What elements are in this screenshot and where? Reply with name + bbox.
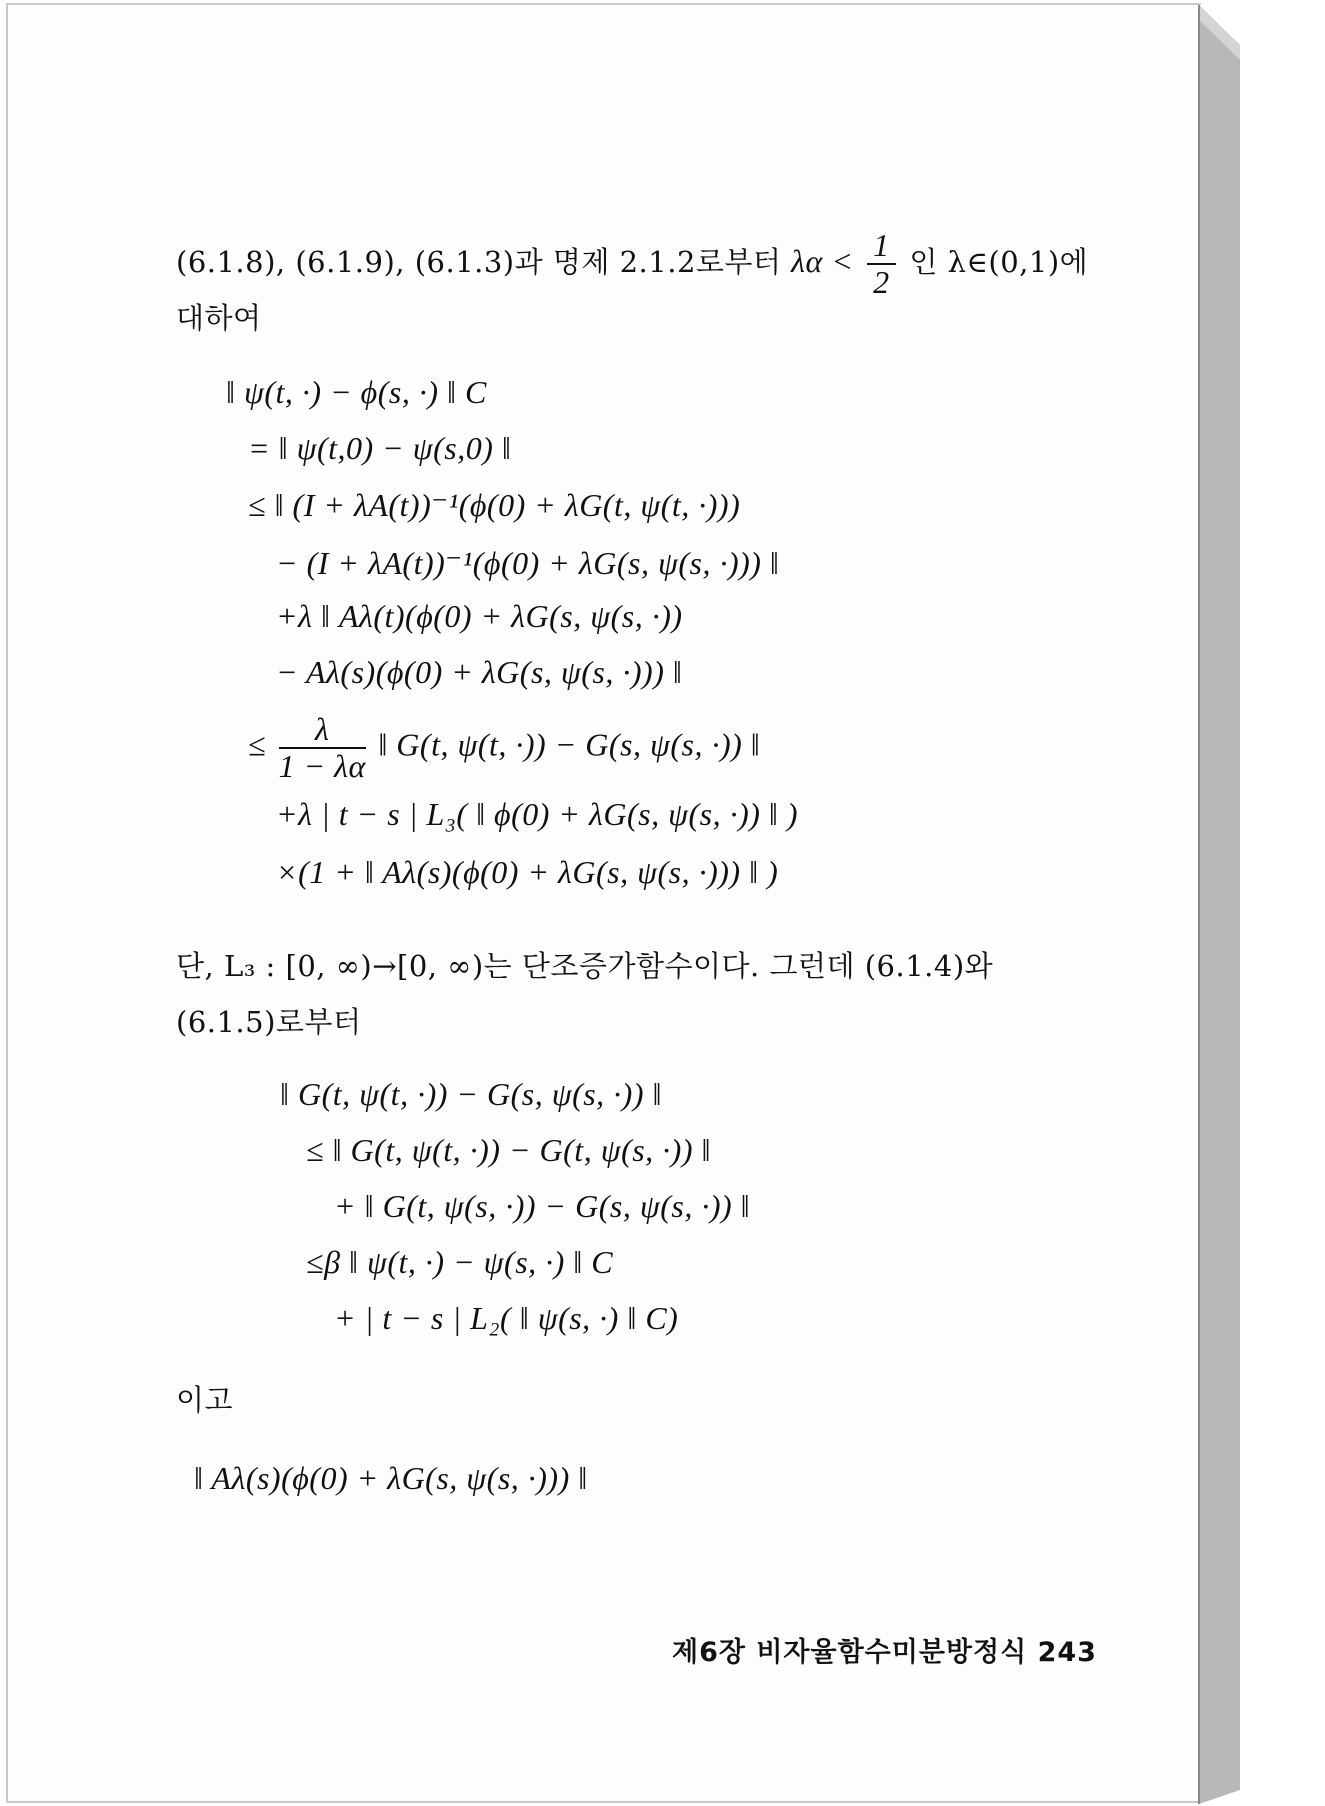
fraction-denominator: 2 bbox=[873, 264, 890, 301]
lambda-numerator: λ bbox=[279, 712, 366, 749]
intro-line-2: 대하여 bbox=[176, 301, 262, 335]
eq1-line-2: = ‖ ψ(t,0) − ψ(s,0) ‖ bbox=[248, 430, 512, 466]
eq3-line: ‖ Aλ(s)(ϕ(0) + λG(s, ψ(s, ·))) ‖ bbox=[194, 1460, 588, 1496]
eq1-line-1: ‖ ψ(t, ·) − ϕ(s, ·) ‖ C bbox=[226, 374, 487, 410]
eq1-line-8: +λ | t − s | L₃( ‖ ϕ(0) + λG(s, ψ(s, ·)) ‖ ) bbox=[276, 796, 799, 832]
eq1-line-6: − Aλ(s)(ϕ(0) + λG(s, ψ(s, ·))) ‖ bbox=[276, 654, 683, 690]
eq1-line-9: ×(1 + ‖ Aλ(s)(ϕ(0) + λG(s, ψ(s, ·))) ‖ ) bbox=[276, 854, 779, 890]
intro-inequality: λα < bbox=[791, 243, 854, 280]
end-line: 이고 bbox=[176, 1383, 234, 1417]
lambda-denominator: 1 − λα bbox=[278, 748, 366, 785]
intro-line-1 bbox=[176, 228, 1088, 300]
eq1-fraction-line bbox=[248, 712, 760, 784]
eq1-fraction-rest: ‖ G(t, ψ(t, ·)) − G(s, ψ(s, ·)) ‖ bbox=[378, 726, 761, 763]
mid-line-2: (6.1.5)로부터 bbox=[176, 1005, 362, 1039]
eq1-leq: ≤ bbox=[248, 726, 267, 763]
fraction-numerator: 1 bbox=[867, 228, 896, 265]
eq2-line-4: ≤β ‖ ψ(t, ·) − ψ(s, ·) ‖ C bbox=[306, 1244, 614, 1280]
eq2-line-3: + ‖ G(t, ψ(s, ·)) − G(s, ψ(s, ·)) ‖ bbox=[334, 1188, 751, 1224]
page-footer: 제6장 비자율함수미분방정식 243 bbox=[672, 1637, 1097, 1668]
eq2-line-2: ≤ ‖ G(t, ψ(t, ·)) − G(t, ψ(s, ·)) ‖ bbox=[306, 1132, 711, 1168]
lambda-fraction bbox=[279, 712, 366, 784]
eq1-line-3: ≤ ‖ (I + λA(t))⁻¹(ϕ(0) + λG(t, ψ(t, ·))) bbox=[248, 487, 741, 523]
mid-line-1: 단, L₃ : [0, ∞)→[0, ∞)는 단조증가함수이다. 그런데 (6.1.4)와 bbox=[176, 949, 994, 983]
intro-text-a: (6.1.8), (6.1.9), (6.1.3)과 명제 2.1.2로부터 bbox=[176, 245, 782, 280]
eq2-line-1: ‖ G(t, ψ(t, ·)) − G(s, ψ(s, ·)) ‖ bbox=[280, 1076, 662, 1112]
eq1-line-5: +λ ‖ Aλ(t)(ϕ(0) + λG(s, ψ(s, ·)) bbox=[276, 598, 683, 634]
half-fraction bbox=[867, 228, 896, 300]
intro-text-b: 인 λ∈(0,1)에 bbox=[909, 245, 1089, 280]
eq2-line-5: + | t − s | L₂( ‖ ψ(s, ·) ‖ C) bbox=[334, 1300, 679, 1336]
eq1-line-4: − (I + λA(t))⁻¹(ϕ(0) + λG(s, ψ(s, ·))) ‖ bbox=[276, 545, 780, 581]
